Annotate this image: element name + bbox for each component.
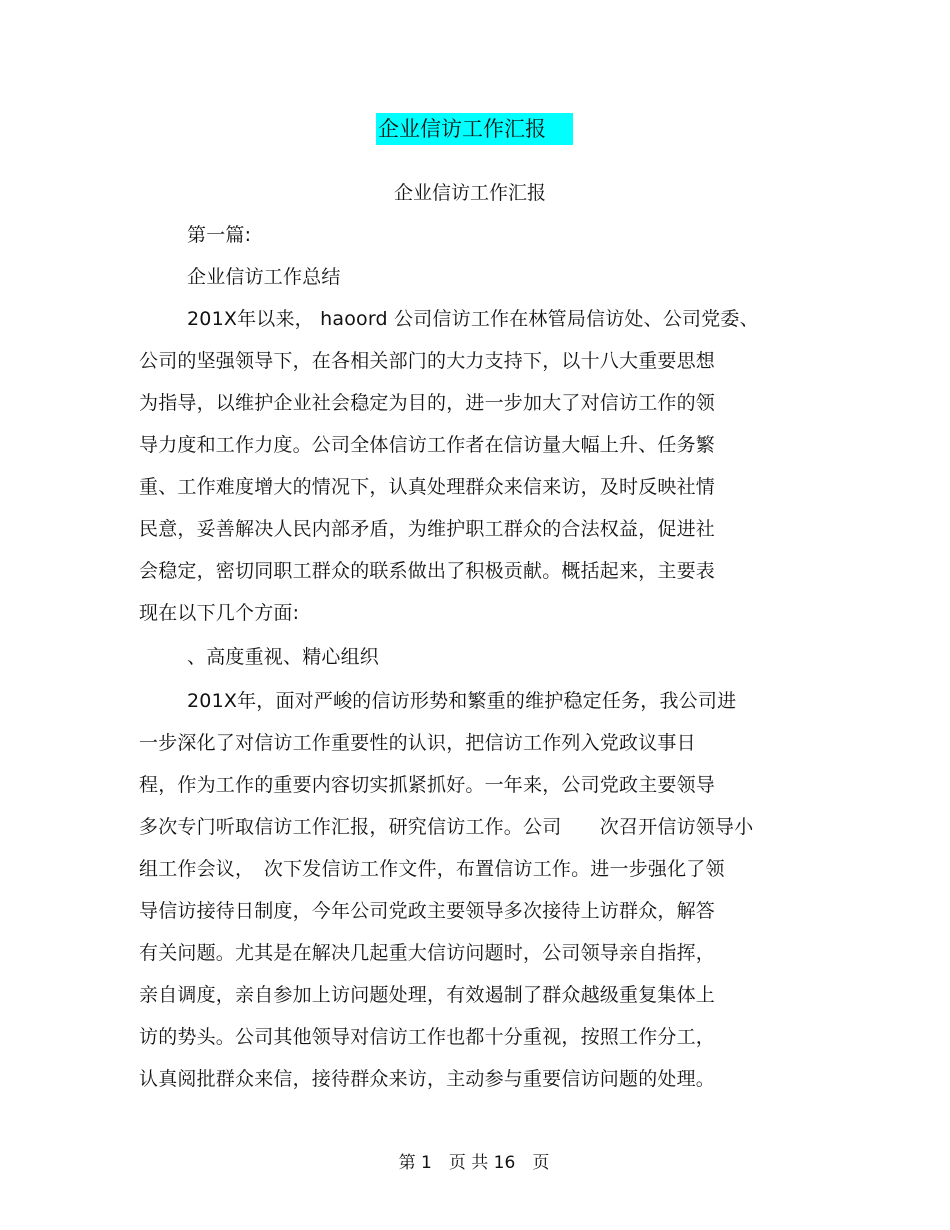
page-footer: 第 1 页 共 16 页 [398,1153,550,1173]
paragraph-line: 导信访接待日制度，今年公司党政主要领导多次接待上访群众，解答 [139,900,716,922]
paragraph-line: 201X年以来， haoord 公司信访工作在林管局信访处、公司党委、 [187,308,759,330]
paragraph-line: 有关问题。尤其是在解决几起重大信访问题时，公司领导亲自指挥， [139,942,716,964]
section-title: 企业信访工作总结 [187,266,341,288]
paragraph-line: 民意，妥善解决人民内部矛盾，为维护职工群众的合法权益，促进社 [139,518,716,540]
document-subtitle: 企业信访工作汇报 [393,182,546,204]
paragraph-line: 201X年，面对严峻的信访形势和繁重的维护稳定任务，我公司进 [187,690,737,712]
paragraph-line: 为指导，以维护企业社会稳定为目的，进一步加大了对信访工作的领 [139,392,716,414]
section-label: 第一篇: [187,224,252,246]
paragraph-line: 现在以下几个方面: [139,602,300,624]
paragraph-line: 多次专门听取信访工作汇报，研究信访工作。公司 次召开信访领导小 [139,816,754,838]
paragraph-line: 访的势头。公司其他领导对信访工作也都十分重视，按照工作分工， [139,1026,716,1048]
paragraph-line: 会稳定，密切同职工群众的联系做出了积极贡献。概括起来，主要表 [139,560,716,582]
paragraph-line: 认真阅批群众来信，接待群众来访，主动参与重要信访问题的处理。 [139,1068,716,1090]
document-title: 企业信访工作汇报 [376,113,573,145]
paragraph-line: 重、工作难度增大的情况下，认真处理群众来信来访，及时反映社情 [139,476,716,498]
subheading: 、高度重视、精心组织 [187,646,380,668]
paragraph-line: 组工作会议， 次下发信访工作文件，布置信访工作。进一步强化了领 [139,858,725,880]
paragraph-line: 程，作为工作的重要内容切实抓紧抓好。一年来，公司党政主要领导 [139,774,716,796]
paragraph-line: 公司的坚强领导下，在各相关部门的大力支持下，以十八大重要思想 [139,350,716,372]
paragraph-line: 亲自调度，亲自参加上访问题处理，有效遏制了群众越级重复集体上 [139,984,716,1006]
paragraph-line: 一步深化了对信访工作重要性的认识，把信访工作列入党政议事日 [139,732,696,754]
paragraph-line: 导力度和工作力度。公司全体信访工作者在信访量大幅上升、任务繁 [139,434,716,456]
